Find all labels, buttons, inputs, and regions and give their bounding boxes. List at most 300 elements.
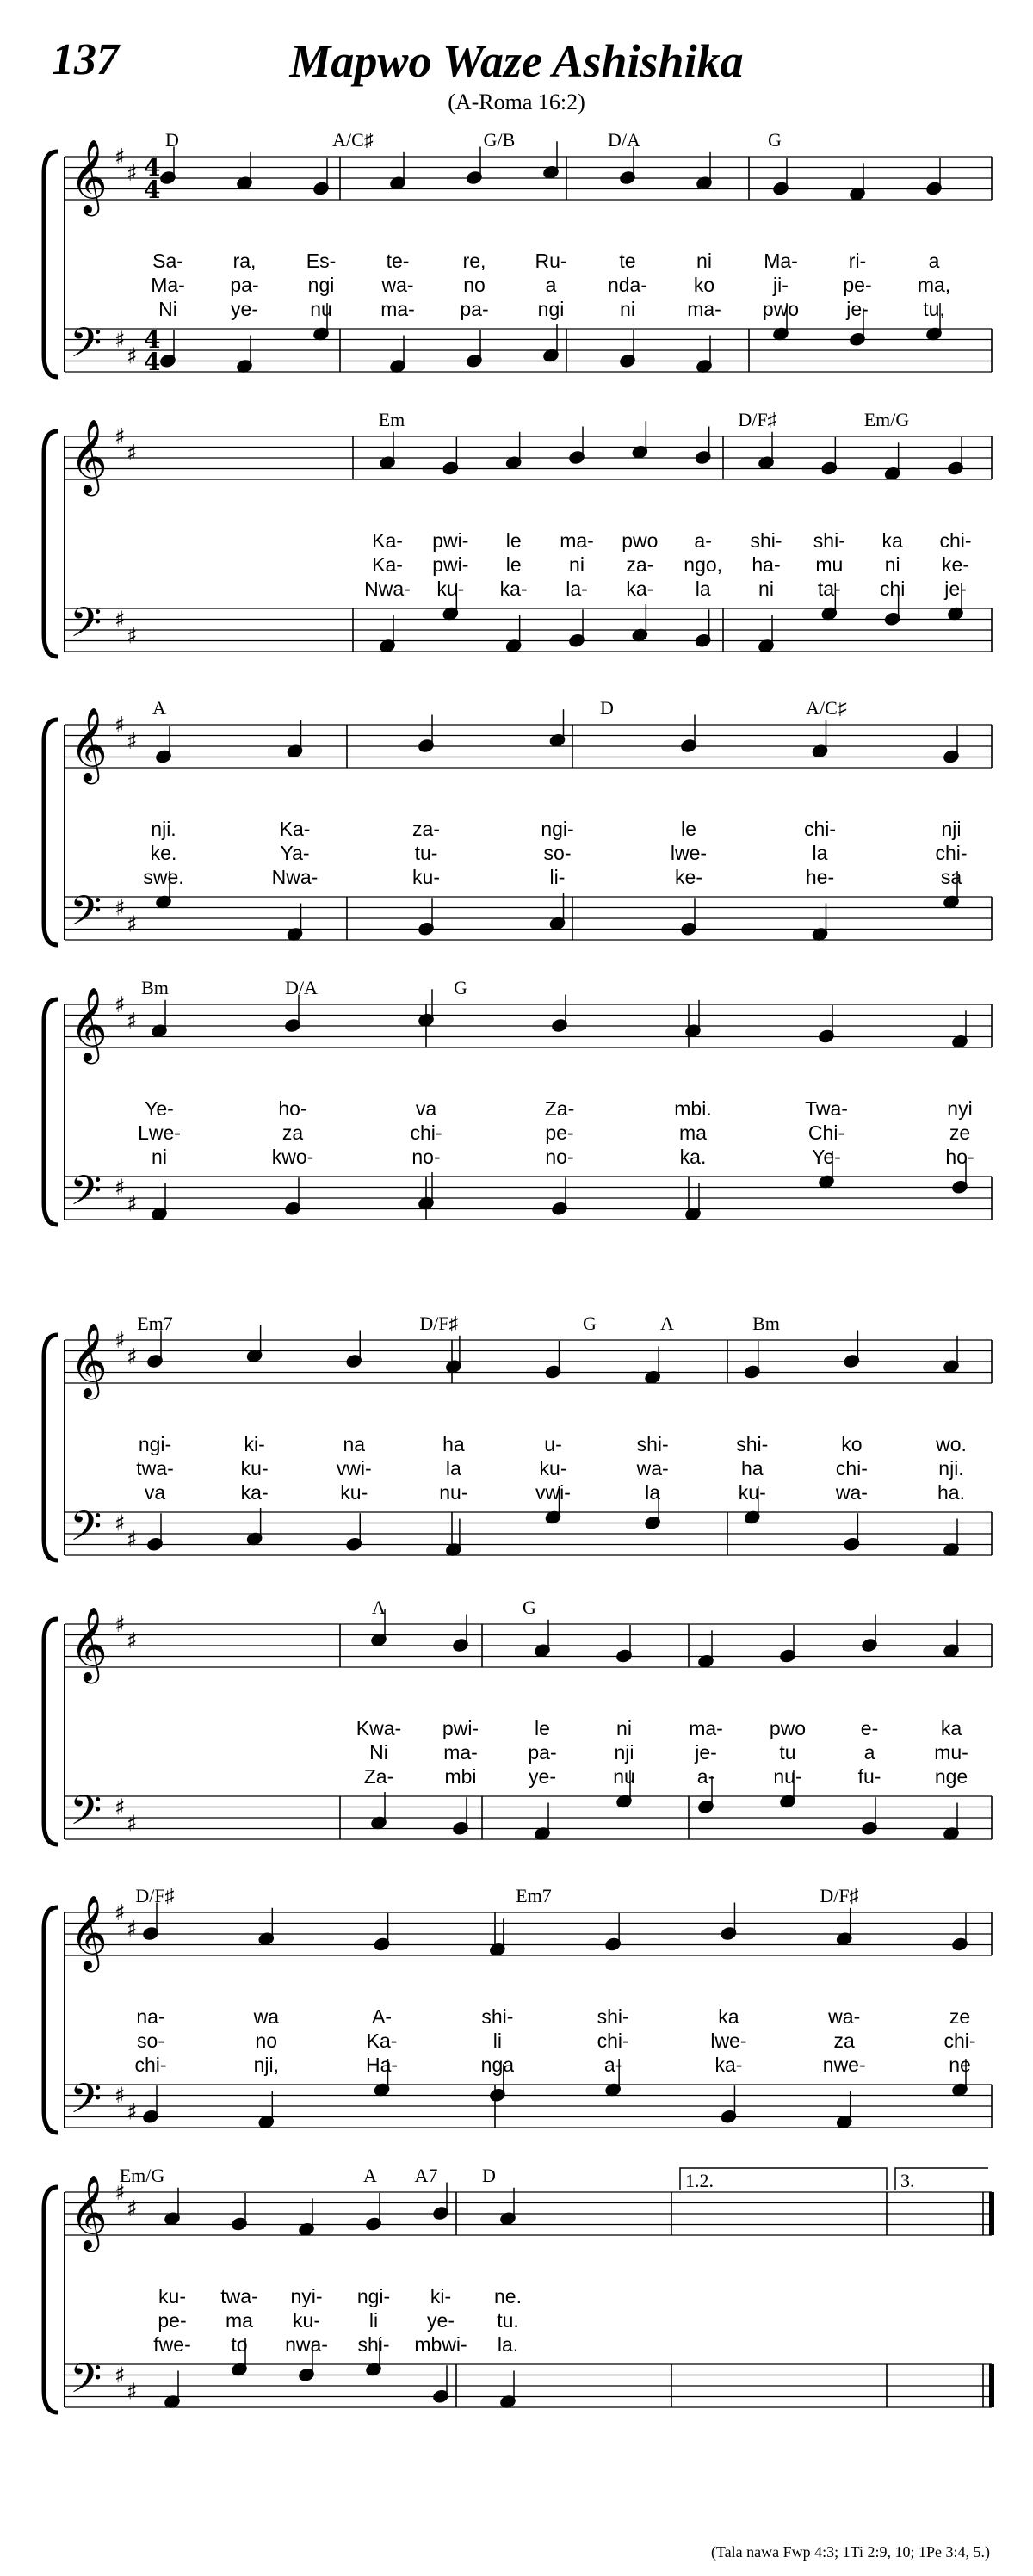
lyric-syllable: Nwa- <box>271 866 319 888</box>
time-signature-top: 4 <box>144 325 161 354</box>
lyric-syllable: pa- <box>460 298 489 320</box>
lyric-syllable: ka <box>940 1717 962 1739</box>
scripture-reference: (A-Roma 16:2) <box>448 90 585 114</box>
lyric-syllable: nji <box>614 1741 634 1764</box>
lyric-syllable: ye- <box>529 1765 556 1788</box>
lyric-syllable: a- <box>696 1765 715 1788</box>
sharp-icon: ♯ <box>127 728 138 755</box>
chord-symbol: D/A <box>285 977 318 998</box>
lyric-syllable: ma <box>679 1121 707 1144</box>
lyric-syllable: le <box>535 1717 550 1739</box>
lyric-syllable: nyi <box>947 1097 973 1120</box>
lyric-syllable: fu- <box>857 1765 881 1788</box>
bass-clef-icon: 𝄢 <box>70 598 102 657</box>
bass-clef-icon: 𝄢 <box>70 2354 102 2412</box>
lyric-syllable: la <box>812 842 828 864</box>
lyric-syllable: shi- <box>357 2333 390 2356</box>
bass-staff <box>65 608 992 652</box>
lyric-syllable: ngi <box>307 274 335 296</box>
lyric-syllable: ni <box>152 1146 167 1168</box>
lyric-syllable: ku- <box>240 1457 269 1480</box>
lyric-syllable: Ni <box>158 298 177 320</box>
lyric-syllable: nu- <box>439 1481 468 1504</box>
sharp-icon: ♯ <box>127 1811 138 1838</box>
lyric-syllable: ka- <box>626 578 654 600</box>
chord-symbol: G <box>583 1313 597 1334</box>
lyric-syllable: ye- <box>427 2309 455 2332</box>
chord-symbol: G/B <box>483 129 516 151</box>
lyric-syllable: ni <box>696 250 712 272</box>
lyric-syllable: la- <box>566 578 588 600</box>
lyric-syllable: ma- <box>380 298 415 320</box>
lyric-syllable: pa- <box>528 1741 557 1764</box>
sharp-icon: ♯ <box>114 1795 126 1821</box>
lyric-syllable: wa- <box>381 274 414 296</box>
treble-clef-icon: 𝄞 <box>70 707 108 781</box>
lyric-syllable: ke- <box>942 553 969 576</box>
lyric-syllable: nu- <box>773 1765 802 1788</box>
lyric-syllable: ne <box>949 2054 971 2076</box>
lyric-syllable: a <box>863 1741 875 1764</box>
hymn-title: Mapwo Waze Ashishika <box>289 35 744 87</box>
sharp-icon: ♯ <box>127 440 138 466</box>
lyric-syllable: wa- <box>835 1481 868 1504</box>
lyric-syllable: za <box>833 2029 855 2052</box>
lyric-syllable: ji- <box>773 274 789 296</box>
lyric-syllable: shi- <box>481 2005 514 2028</box>
lyric-syllable: shi- <box>636 1433 669 1455</box>
lyric-syllable: ne. <box>494 2285 522 2307</box>
lyric-syllable: e- <box>860 1717 879 1739</box>
lyric-syllable: je- <box>695 1741 717 1764</box>
chord-symbol: Em7 <box>516 1885 552 1906</box>
lyric-syllable: ka- <box>240 1481 269 1504</box>
lyric-syllable: ye- <box>231 298 258 320</box>
sharp-icon: ♯ <box>114 2180 126 2206</box>
sharp-icon: ♯ <box>127 1191 138 1218</box>
lyric-syllable: tu, <box>923 298 945 320</box>
lyric-syllable: nji, <box>253 2054 279 2076</box>
lyric-syllable: ni <box>569 553 585 576</box>
sharp-icon: ♯ <box>114 713 126 738</box>
lyric-syllable: Ha- <box>366 2054 399 2076</box>
lyric-syllable: ni <box>616 1717 632 1739</box>
lyric-syllable: ri- <box>848 250 867 272</box>
sharp-icon: ♯ <box>114 2083 126 2110</box>
lyric-syllable: pwi- <box>432 553 469 576</box>
lyric-syllable: A- <box>372 2005 393 2028</box>
lyric-syllable: ka- <box>714 2054 743 2076</box>
lyric-syllable: na- <box>136 2005 165 2028</box>
sharp-icon: ♯ <box>114 2363 126 2389</box>
sharp-icon: ♯ <box>127 2099 138 2126</box>
treble-staff <box>65 725 992 768</box>
lyric-syllable: tu <box>779 1741 796 1764</box>
chord-symbol: Bm <box>752 1313 780 1334</box>
chord-symbol: A <box>372 1597 386 1618</box>
sharp-icon: ♯ <box>127 623 138 650</box>
lyric-syllable: Twa- <box>805 1097 848 1120</box>
chord-symbol: D/F♯ <box>135 1885 175 1906</box>
lyric-syllable: no <box>255 2029 278 2052</box>
volta-label: 1.2. <box>685 2170 714 2191</box>
music-system <box>0 129 1033 405</box>
lyric-syllable: la <box>445 1457 461 1480</box>
sharp-icon: ♯ <box>114 424 126 450</box>
system-brace <box>44 431 58 657</box>
lyric-syllable: ka. <box>679 1146 707 1168</box>
sharp-icon: ♯ <box>114 1900 126 1926</box>
music-system <box>0 409 1033 684</box>
lyric-syllable: shi- <box>597 2005 629 2028</box>
time-signature-bottom: 4 <box>144 348 161 376</box>
lyric-syllable: Kwa- <box>356 1717 402 1739</box>
lyric-syllable: ma <box>226 2309 253 2332</box>
chord-symbol: D/F♯ <box>738 409 777 430</box>
treble-staff <box>65 1912 992 1955</box>
lyric-syllable: nyi- <box>290 2285 323 2307</box>
treble-clef-icon: 𝄞 <box>70 139 108 213</box>
lyric-syllable: la <box>645 1481 661 1504</box>
sharp-icon: ♯ <box>114 1612 126 1638</box>
lyric-syllable: li- <box>549 866 566 888</box>
chord-symbol: D/F♯ <box>419 1313 459 1334</box>
lyric-syllable: no- <box>545 1146 574 1168</box>
lyric-syllable: ha- <box>752 553 781 576</box>
music-system <box>0 697 1033 973</box>
lyric-syllable: chi- <box>943 2029 976 2052</box>
lyric-syllable: ke. <box>150 842 177 864</box>
lyric-syllable: na <box>343 1433 366 1455</box>
lyric-syllable: va <box>415 1097 437 1120</box>
lyric-syllable: ki- <box>244 1433 265 1455</box>
lyric-syllable: nda- <box>607 274 648 296</box>
lyric-syllable: Ni <box>369 1741 388 1764</box>
lyric-syllable: je- <box>846 298 869 320</box>
lyric-syllable: ha <box>442 1433 465 1455</box>
treble-staff <box>65 1624 992 1667</box>
lyric-syllable: ko <box>693 274 715 296</box>
lyric-syllable: shi- <box>813 529 845 552</box>
sharp-icon: ♯ <box>127 1344 138 1370</box>
lyric-syllable: sa <box>940 866 962 888</box>
lyric-syllable: tu. <box>497 2309 519 2332</box>
sharp-icon: ♯ <box>114 327 126 354</box>
chord-symbol: Em/G <box>119 2165 165 2186</box>
system-brace <box>44 1619 58 1844</box>
treble-staff <box>65 436 992 479</box>
time-signature-top: 4 <box>144 153 161 182</box>
chord-symbol: Em7 <box>137 1313 173 1334</box>
lyric-syllable: ho- <box>278 1097 307 1120</box>
lyric-syllable: so- <box>137 2029 164 2052</box>
lyric-syllable: li <box>492 2029 502 2052</box>
lyric-syllable: le <box>681 818 696 840</box>
lyric-syllable: chi- <box>835 1457 868 1480</box>
bass-staff <box>65 897 992 940</box>
lyric-syllable: mbwi- <box>414 2333 467 2356</box>
lyric-syllable: he- <box>805 866 835 888</box>
chord-symbol: G <box>454 977 467 998</box>
sharp-icon: ♯ <box>114 992 126 1018</box>
music-system <box>0 1597 1033 1872</box>
lyric-syllable: vwi- <box>336 1457 372 1480</box>
lyric-syllable: Ru- <box>535 250 567 272</box>
lyric-syllable: ko <box>841 1433 863 1455</box>
lyric-syllable: pa- <box>230 274 259 296</box>
lyric-syllable: nwe- <box>822 2054 866 2076</box>
lyric-syllable: ma- <box>687 298 721 320</box>
treble-clef-icon: 𝄞 <box>70 1607 108 1681</box>
lyric-syllable: twa- <box>220 2285 258 2307</box>
lyric-syllable: wo. <box>936 1433 967 1455</box>
lyric-syllable: Sa- <box>152 250 183 272</box>
lyric-syllable: mbi <box>444 1765 477 1788</box>
system-brace <box>44 720 58 945</box>
lyric-syllable: ho- <box>945 1146 974 1168</box>
chord-symbol: Em <box>378 409 405 430</box>
lyric-syllable: chi- <box>803 818 837 840</box>
lyric-syllable: lwe- <box>670 842 708 864</box>
sharp-icon: ♯ <box>127 911 138 938</box>
treble-clef-icon: 𝄞 <box>70 419 108 493</box>
lyric-syllable: ni <box>884 553 900 576</box>
lyric-syllable: nji. <box>151 818 176 840</box>
chord-symbol: D/A <box>608 129 640 151</box>
chord-symbol: A/C♯ <box>806 697 847 719</box>
system-brace <box>44 2187 58 2412</box>
lyric-syllable: ma- <box>689 1717 723 1739</box>
lyric-syllable: Lwe- <box>138 1121 181 1144</box>
lyric-syllable: Ma- <box>151 274 185 296</box>
lyric-syllable: twa- <box>136 1457 174 1480</box>
sharp-icon: ♯ <box>114 1175 126 1202</box>
lyric-syllable: swe. <box>143 866 184 888</box>
lyric-syllable: wa- <box>828 2005 861 2028</box>
lyric-syllable: so- <box>543 842 572 864</box>
lyric-syllable: chi- <box>935 842 968 864</box>
time-signature-bottom: 4 <box>144 176 161 204</box>
chord-symbol: G <box>523 1597 536 1618</box>
lyric-syllable: pe- <box>545 1121 574 1144</box>
lyric-syllable: Za- <box>544 1097 575 1120</box>
sharp-icon: ♯ <box>114 1510 126 1537</box>
lyric-syllable: je- <box>944 578 967 600</box>
lyric-syllable: ku- <box>158 2285 186 2307</box>
chord-symbol: D <box>165 129 179 151</box>
chord-symbol: Em/G <box>863 409 910 430</box>
lyric-syllable: pwi- <box>442 1717 479 1739</box>
lyric-syllable: re, <box>462 250 486 272</box>
treble-staff <box>65 2192 992 2235</box>
sharp-icon: ♯ <box>114 145 126 170</box>
bass-staff <box>65 2364 992 2407</box>
lyric-syllable: pwi- <box>432 529 469 552</box>
system-brace <box>44 999 58 1225</box>
sharp-icon: ♯ <box>127 1527 138 1554</box>
lyric-syllable: ha <box>740 1457 764 1480</box>
bass-staff <box>65 1796 992 1839</box>
lyric-syllable: nge <box>934 1765 968 1788</box>
lyric-syllable: Za- <box>363 1765 394 1788</box>
lyric-syllable: ku- <box>340 1481 368 1504</box>
sharp-icon: ♯ <box>127 1916 138 1943</box>
bass-clef-icon: 𝄢 <box>70 886 102 945</box>
lyric-syllable: za <box>281 1121 304 1144</box>
lyric-syllable: Ka- <box>372 529 403 552</box>
lyric-syllable: ke- <box>675 866 702 888</box>
lyric-syllable: tu- <box>414 842 438 864</box>
treble-clef-icon: 𝄞 <box>70 2175 108 2249</box>
lyric-syllable: ha. <box>937 1481 965 1504</box>
lyric-syllable: mu <box>815 553 844 576</box>
footer-reference: (Tala nawa Fwp 4:3; 1Ti 2:9, 10; 1Pe 3:4, 5.) <box>710 2543 990 2561</box>
lyric-syllable: va <box>144 1481 166 1504</box>
lyric-syllable: chi- <box>939 529 972 552</box>
music-system <box>0 1885 1033 2160</box>
lyric-syllable: nu <box>310 298 332 320</box>
volta-label: 3. <box>900 2170 915 2191</box>
lyric-syllable: ngi- <box>356 2285 391 2307</box>
lyric-syllable: shi- <box>736 1433 769 1455</box>
lyric-syllable: no- <box>411 1146 441 1168</box>
lyric-syllable: te- <box>386 250 410 272</box>
sharp-icon: ♯ <box>114 895 126 922</box>
treble-staff <box>65 1004 992 1047</box>
lyric-syllable: ma, <box>917 274 951 296</box>
chord-symbol: D/F♯ <box>820 1885 859 1906</box>
lyric-syllable: za- <box>412 818 440 840</box>
sharp-icon: ♯ <box>127 160 138 187</box>
bass-staff <box>65 1177 992 1220</box>
lyric-syllable: pwo <box>622 529 659 552</box>
lyric-syllable: chi <box>879 578 906 600</box>
lyric-syllable: fwe- <box>153 2333 191 2356</box>
lyric-syllable: mu- <box>934 1741 968 1764</box>
system-brace <box>44 1907 58 2133</box>
chord-symbol: A7 <box>414 2165 438 2186</box>
chord-symbol: A/C♯ <box>332 129 374 151</box>
lyric-syllable: lwe- <box>710 2029 747 2052</box>
lyric-syllable: Ma- <box>764 250 798 272</box>
lyric-syllable: pe- <box>843 274 872 296</box>
lyric-syllable: no <box>463 274 486 296</box>
music-system <box>0 977 1033 1252</box>
lyric-syllable: a- <box>603 2054 622 2076</box>
lyric-syllable: ze <box>949 2005 971 2028</box>
lyric-syllable: ka <box>881 529 903 552</box>
sharp-icon: ♯ <box>114 1328 126 1354</box>
lyric-syllable: nwa- <box>285 2333 328 2356</box>
lyric-syllable: nga <box>480 2054 515 2076</box>
lyric-syllable: Ka- <box>366 2029 398 2052</box>
chord-symbol: A <box>363 2165 377 2186</box>
lyric-syllable: chi- <box>410 1121 442 1144</box>
music-system <box>0 1313 1033 1588</box>
bass-staff <box>65 2085 992 2128</box>
chord-symbol: Bm <box>141 977 169 998</box>
chord-symbol: G <box>768 129 782 151</box>
chord-symbol: D <box>482 2165 496 2186</box>
chord-symbol: A <box>660 1313 674 1334</box>
lyric-syllable: shi- <box>750 529 782 552</box>
lyric-syllable: li <box>368 2309 379 2332</box>
lyric-syllable: ku- <box>412 866 440 888</box>
lyric-syllable: ta- <box>817 578 841 600</box>
lyric-syllable: ma- <box>443 1741 478 1764</box>
lyric-syllable: le <box>505 553 522 576</box>
hymn-number: 137 <box>52 35 119 84</box>
lyric-syllable: mbi. <box>674 1097 712 1120</box>
lyric-syllable: nu <box>613 1765 635 1788</box>
lyric-syllable: ku- <box>738 1481 766 1504</box>
lyric-syllable: ngo, <box>684 553 723 576</box>
lyric-syllable: ki- <box>430 2285 452 2307</box>
lyric-syllable: ni <box>758 578 774 600</box>
bass-clef-icon: 𝄢 <box>70 1502 102 1560</box>
chord-symbol: D <box>600 697 614 719</box>
lyric-syllable: u- <box>544 1433 562 1455</box>
lyric-syllable: Ye- <box>812 1146 841 1168</box>
lyric-syllable: chi- <box>134 2054 167 2076</box>
sharp-icon: ♯ <box>114 607 126 633</box>
sharp-icon: ♯ <box>127 1008 138 1035</box>
bass-clef-icon: 𝄢 <box>70 1786 102 1844</box>
lyric-syllable: ra, <box>232 250 257 272</box>
lyric-syllable: ka- <box>499 578 528 600</box>
lyric-syllable: a- <box>694 529 712 552</box>
lyric-syllable: ngi- <box>138 1433 172 1455</box>
lyric-syllable: wa <box>253 2005 279 2028</box>
lyric-syllable: Ye- <box>145 1097 174 1120</box>
lyric-syllable: te <box>619 250 636 272</box>
lyric-syllable: ngi <box>537 298 565 320</box>
lyric-syllable: vwi- <box>535 1481 571 1504</box>
lyric-syllable: ma- <box>560 529 594 552</box>
lyric-syllable: nji <box>941 818 962 840</box>
sharp-icon: ♯ <box>127 343 138 370</box>
lyric-syllable: kwo- <box>271 1146 314 1168</box>
lyric-syllable: to <box>231 2333 248 2356</box>
treble-clef-icon: 𝄞 <box>70 1895 108 1969</box>
lyric-syllable: pwo <box>762 298 800 320</box>
lyric-syllable: ku- <box>293 2309 320 2332</box>
lyric-syllable: Chi- <box>807 1121 845 1144</box>
bass-clef-icon: 𝄢 <box>70 1166 102 1225</box>
lyric-syllable: Ka- <box>372 553 403 576</box>
system-brace <box>44 151 58 377</box>
lyric-syllable: Nwa- <box>364 578 411 600</box>
sharp-icon: ♯ <box>127 1628 138 1654</box>
lyric-syllable: ze <box>949 1121 971 1144</box>
lyric-syllable: la <box>695 578 711 600</box>
sharp-icon: ♯ <box>127 2379 138 2406</box>
lyric-syllable: a <box>545 274 557 296</box>
lyric-syllable: wa- <box>636 1457 669 1480</box>
lyric-syllable: ku- <box>436 578 465 600</box>
lyric-syllable: Ya- <box>280 842 310 864</box>
bass-clef-icon: 𝄢 <box>70 2074 102 2133</box>
lyric-syllable: pe- <box>158 2309 187 2332</box>
lyric-syllable: pwo <box>769 1717 807 1739</box>
system-brace <box>44 1335 58 1560</box>
bass-clef-icon: 𝄢 <box>70 318 102 377</box>
lyric-syllable: la. <box>497 2333 519 2356</box>
lyric-syllable: ku- <box>539 1457 567 1480</box>
lyric-syllable: chi- <box>597 2029 629 2052</box>
treble-clef-icon: 𝄞 <box>70 1323 108 1397</box>
lyric-syllable: Ka- <box>279 818 311 840</box>
